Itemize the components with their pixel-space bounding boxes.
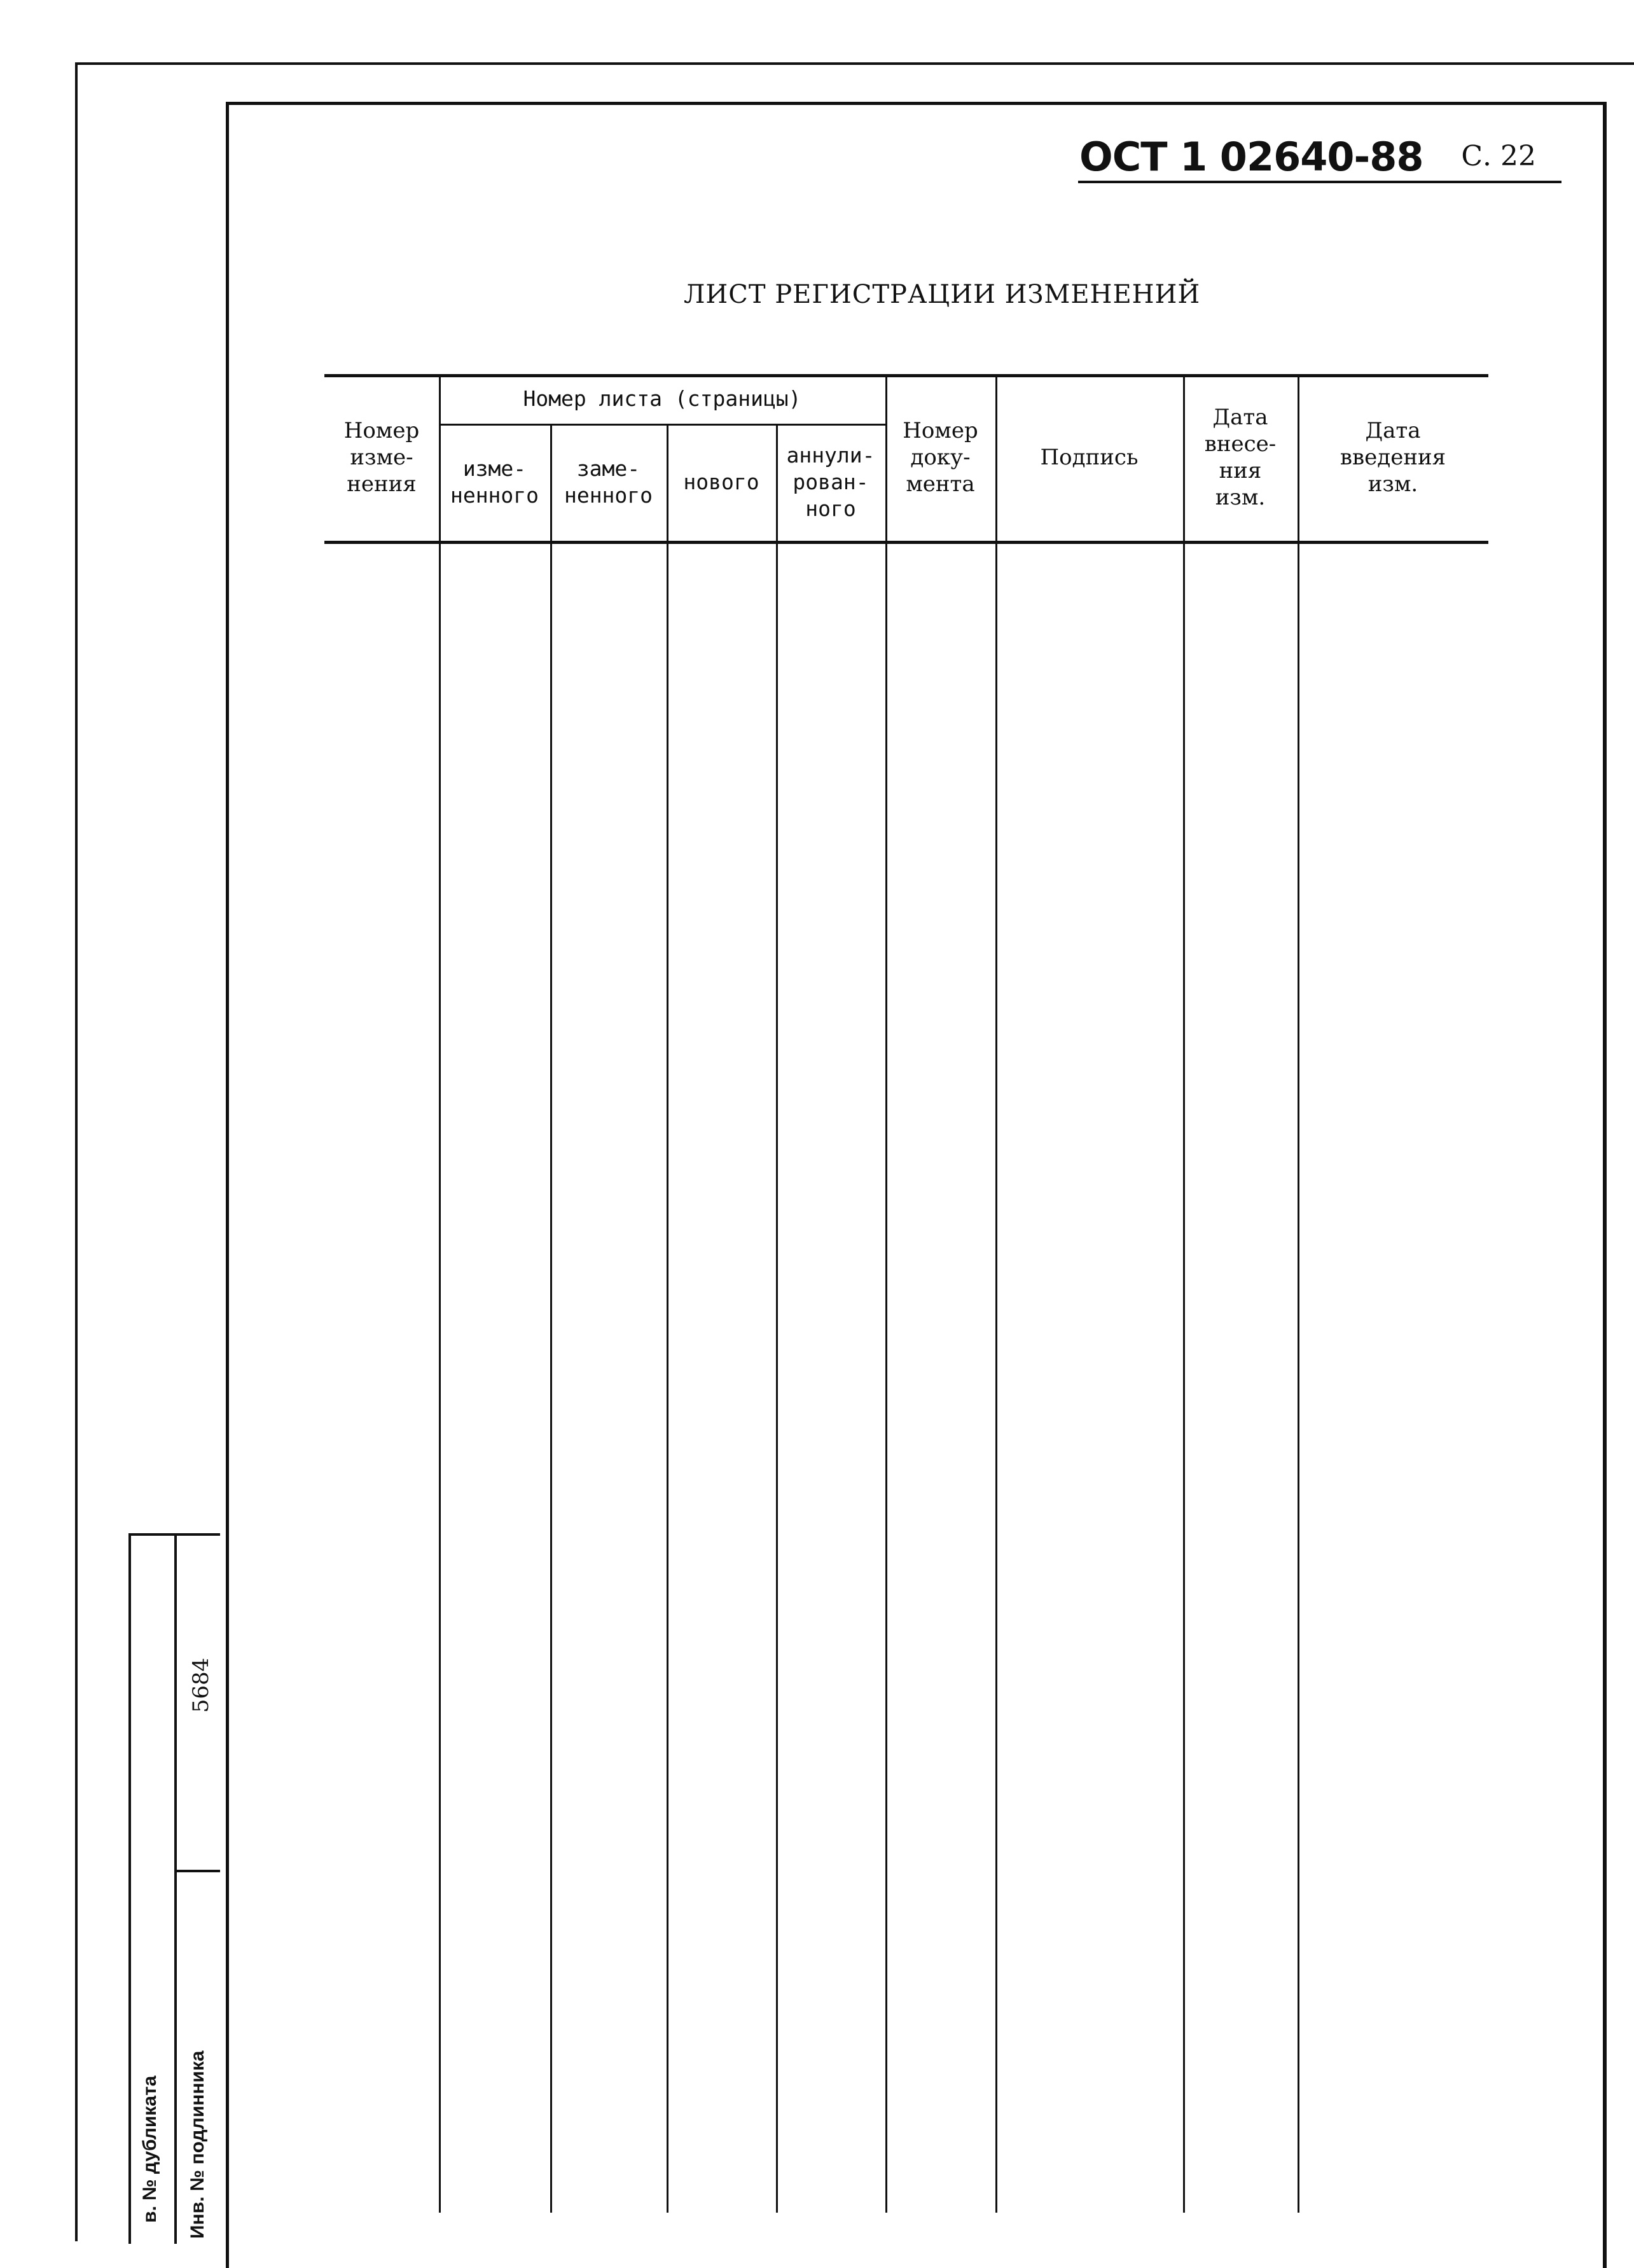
col-divider (1183, 374, 1185, 2213)
header-entry-date: Дата внесе- ния изм. (1204, 405, 1277, 510)
document-header (1078, 132, 1561, 183)
col-divider (885, 374, 887, 2213)
col-divider (1298, 374, 1299, 2213)
col-divider (776, 424, 778, 2213)
header-signature: Подпись (1040, 445, 1139, 470)
side-stamp (128, 1533, 220, 2244)
header-effective-date: Дата введения изм. (1340, 418, 1446, 497)
page-number: С. 22 (1461, 140, 1536, 172)
col-divider (667, 424, 668, 2213)
header-changed: изме- ненного (450, 456, 539, 508)
outer-frame-left (75, 62, 78, 2241)
stamp-label-duplicate: в. № дубликата (139, 2075, 160, 2223)
col-divider (995, 374, 997, 2213)
side-stamp-divider (174, 1536, 177, 2244)
document-code: ОСТ 1 02640-88 (1079, 134, 1423, 180)
sheet-title: ЛИСТ РЕГИСТРАЦИИ ИЗМЕНЕНИЙ (684, 280, 1201, 309)
header-new: нового (683, 470, 759, 494)
stamp-label-original: Инв. № подлинника (187, 2050, 208, 2239)
col-divider (550, 424, 552, 2213)
header-document-number: Номер доку- мента (903, 418, 978, 497)
header-replaced: заме- ненного (564, 456, 653, 508)
side-stamp-divider (174, 1870, 220, 1872)
stamp-number: 5684 (188, 1657, 214, 1713)
outer-frame-top (76, 62, 1634, 65)
table-header-bottom-rule (324, 541, 1488, 544)
header-sheet-number-group: Номер листа (страницы) (523, 386, 801, 411)
col-divider (439, 374, 441, 2213)
header-annulled: аннули- рован- ного (786, 443, 875, 521)
header-change-number: Номер изме- нения (343, 418, 420, 497)
change-registration-table (324, 374, 1488, 2213)
